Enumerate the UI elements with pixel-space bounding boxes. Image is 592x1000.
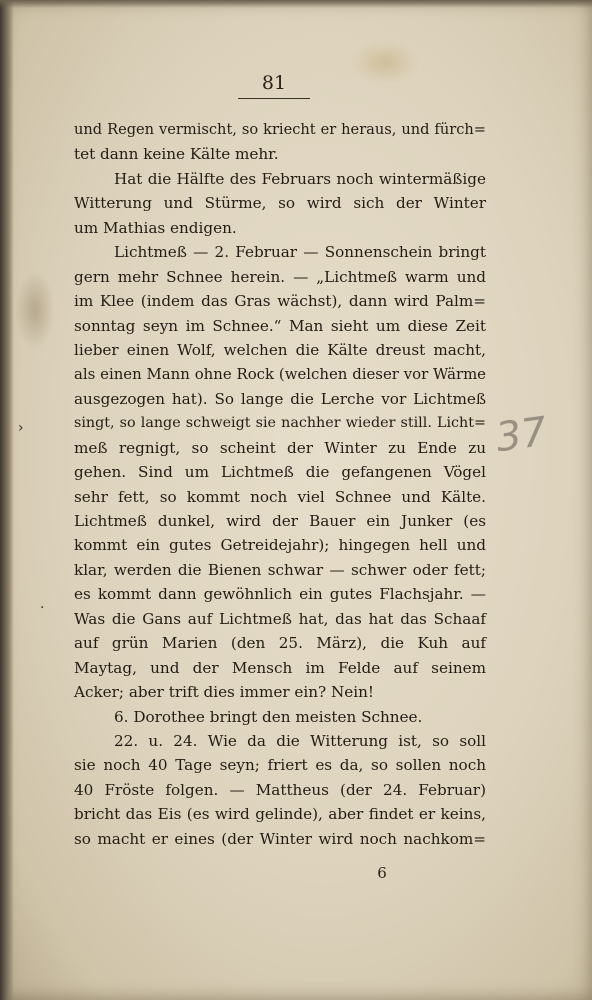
text-line: tet dann keine Kälte mehr.: [74, 145, 279, 164]
text-line: Was die Gans auf Lichtmeß hat, das hat das Schaaf: [74, 609, 486, 628]
text-line: meß regnigt, so scheint der Winter zu Ende zu: [74, 438, 486, 457]
text-line: es kommt dann gewöhnlich ein gutes Flachsjahr. —: [74, 585, 486, 604]
paper-stain-left: [15, 270, 55, 350]
page-number: 81: [261, 72, 287, 94]
text-line: kommt ein gutes Getreidejahr); hingegen hell und: [74, 536, 486, 555]
text-line: bricht das Eis (es wird gelinde), aber findet er keins,: [74, 805, 486, 824]
signature-mark: 6: [377, 864, 387, 882]
text-line: sehr fett, so kommt noch viel Schnee und Kälte.: [74, 487, 486, 506]
text-line: um Mathias endigen.: [74, 218, 237, 237]
text-line: ausgezogen hat). So lange die Lerche vor Lichtmeß: [74, 389, 486, 408]
text-line: Acker; aber trift dies immer ein? Nein!: [74, 683, 375, 702]
page-number-rule: [238, 98, 310, 99]
text-line: klar, werden die Bienen schwar — schwer oder fett;: [74, 560, 486, 579]
paper-stain: [350, 40, 420, 85]
text-line: Lichtmeß dunkel, wird der Bauer ein Junker (es: [74, 512, 486, 530]
margin-dots: ·: [40, 600, 45, 616]
text-line: gehen. Sind um Lichtmeß die gefangenen Vögel: [74, 463, 486, 482]
text-line: sonntag seyn im Schnee.“ Man sieht um diese Zeit: [74, 316, 486, 335]
body-text: [74, 118, 486, 851]
text-line: so macht er eines (der Winter wird noch nachkom=: [74, 829, 486, 848]
text-line: Witterung und Stürme, so wird sich der Winter: [74, 194, 486, 213]
text-line: Maytag, und der Mensch im Felde auf seinem: [74, 658, 486, 677]
text-line: 40 Fröste folgen. — Mattheus (der 24. Februar): [74, 780, 486, 799]
text-line: singt, so lange schweigt sie nachher wieder still. Licht=: [74, 415, 486, 432]
text-line: lieber einen Wolf, welchen die Kälte dreust macht,: [74, 340, 486, 359]
text-line: 22. u. 24. Wie da die Witterung ist, so soll: [114, 731, 486, 750]
text-line: im Klee (indem das Gras wächst), dann wird Palm=: [74, 292, 486, 311]
text-line: Hat die Hälfte des Februars noch wintermäßige: [114, 169, 486, 188]
page-left-edge: [0, 0, 14, 1000]
text-line: 6. Dorothee bringt den meisten Schnee.: [114, 707, 423, 726]
text-line: auf grün Marien (den 25. März), die Kuh auf: [74, 634, 486, 653]
margin-mark: ›: [18, 420, 24, 436]
text-line: Lichtmeß — 2. Februar — Sonnenschein bringt: [114, 243, 486, 262]
page-top-edge: [0, 0, 592, 8]
text-line: als einen Mann ohne Rock (welchen dieser vor Wärme: [74, 365, 486, 384]
text-line: und Regen vermischt, so kriecht er heraus, und fürch=: [74, 121, 486, 138]
pencil-annotation: 37: [493, 408, 550, 462]
text-line: gern mehr Schnee herein. — „Lichtmeß warm und: [74, 267, 486, 286]
text-line: sie noch 40 Tage seyn; friert es da, so sollen noch: [74, 756, 486, 775]
